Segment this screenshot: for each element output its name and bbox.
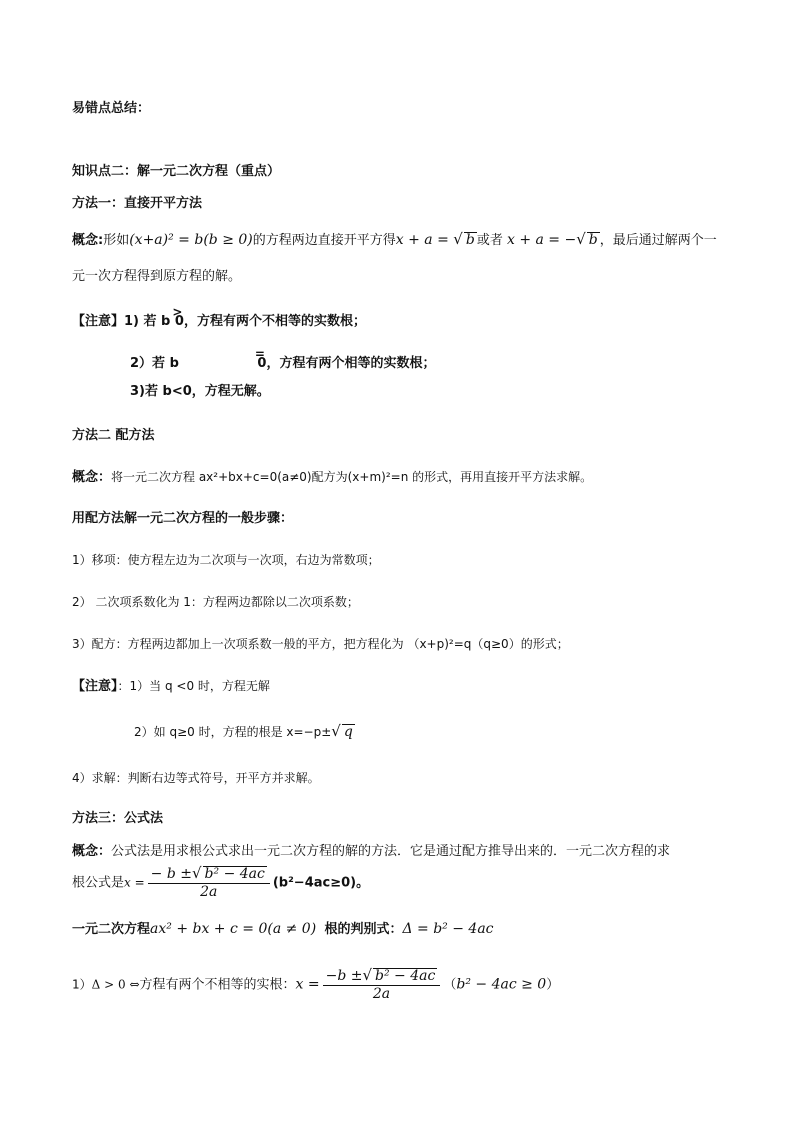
condition: Δ > 0 ⇔	[91, 977, 140, 992]
formula-x: x =	[295, 976, 320, 993]
operator: >	[172, 305, 183, 319]
text: 2）如 q≥0 时，方程的根是 x=−p±	[134, 725, 332, 739]
radicand: b	[588, 232, 598, 248]
method3-concept-line1	[72, 843, 670, 861]
method2-note2	[134, 722, 355, 741]
text: 根公式是	[72, 875, 125, 891]
equation: x + a = −	[506, 232, 577, 248]
discriminant: Δ = b² − 4ac	[402, 921, 494, 937]
text: 方程有两个不相等的实根：	[139, 977, 296, 993]
method2-step2: 2） 二次项系数化为 1：方程两边都除以二次项系数；	[72, 595, 359, 609]
text: 或者	[476, 233, 503, 248]
note-label: 【注意】	[72, 314, 125, 329]
concept-label: 概念：	[72, 470, 112, 485]
equation: ax² + bx + c = 0(a ≠ 0)	[150, 921, 317, 937]
text: 形如	[103, 233, 130, 248]
method1-note3: 3)若 b<0，方程无解。	[130, 384, 270, 399]
kp2-title: 知识点二：解一元二次方程（重点）	[72, 164, 281, 179]
method2-step3: 3）配方：方程两边都加上一次项系数一般的平方，把方程化为 （x+p)²=q（q≥0）的形式；	[72, 637, 569, 651]
equation-form: (x+a)² = b(b ≥ 0)	[129, 232, 253, 248]
text: 将一元二次方程 ax²+bx+c=0(a≠0)配方为(x+m)²=n 的形式，再用直接开平方法求解。	[111, 470, 593, 484]
method2-steps-title: 用配方法解一元二次方程的一般步骤：	[72, 511, 294, 526]
sqrt-sign: √	[576, 230, 586, 248]
numerator: − b ±	[150, 866, 192, 882]
numerator: −b ±	[325, 968, 363, 984]
method2-note1	[72, 677, 270, 696]
note-label: 【注意】	[72, 679, 118, 694]
error-summary-heading: 易错点总结：	[72, 101, 151, 116]
condition: (b²−4ac≥0)。	[272, 875, 370, 891]
text: ，最后通过解两个一	[599, 233, 717, 248]
method2-step1: 1）移项：使方程左边为二次项与一次项，右边为常数项；	[72, 553, 380, 567]
method1-note1	[72, 305, 366, 331]
text: 0，方程有两个相等的实数根；	[257, 356, 436, 371]
method1-note2	[130, 347, 436, 373]
text: 2）若 b	[130, 356, 179, 371]
method1-title: 方法一：直接开平方法	[72, 196, 203, 211]
text: 公式法是用求根公式求出一元二次方程的解的方法．它是通过配方推导出来的．一元二次方程的求	[111, 844, 671, 859]
text: 1）	[72, 977, 92, 992]
radicand: b² − 4ac	[204, 866, 265, 882]
sqrt-sign: √	[362, 966, 373, 984]
case1-line	[72, 968, 559, 1002]
equation: x + a =	[395, 232, 454, 248]
radicand: b	[465, 232, 475, 248]
sqrt-sign: √	[331, 722, 341, 740]
denominator: 2a	[200, 884, 218, 900]
sqrt-sign: √	[191, 864, 202, 882]
root-formula	[323, 968, 441, 1002]
equal-sign	[253, 347, 265, 373]
method2-step4: 4）求解：判断右边等式符号，开平方并求解。	[72, 771, 320, 785]
method1-concept-line1	[72, 230, 717, 250]
text: （	[443, 977, 457, 993]
radicand: b² − 4ac	[375, 968, 436, 984]
method1-concept-line2: 元一次方程得到原方程的解。	[72, 269, 242, 284]
text: 根的判别式：	[324, 922, 403, 937]
greater-sign	[170, 305, 183, 331]
text: 1) 若 b	[124, 314, 171, 329]
method3-title: 方法三：公式法	[72, 811, 164, 826]
condition: b² − 4ac ≥ 0	[456, 976, 547, 993]
text: 一元二次方程	[72, 922, 151, 937]
denominator: 2a	[372, 986, 391, 1002]
discriminant-line	[72, 920, 494, 939]
quadratic-formula	[148, 866, 270, 900]
concept-label: 概念：	[72, 844, 112, 859]
method2-concept	[72, 468, 592, 487]
text: ：1）当 q <0 时，方程无解	[117, 679, 270, 693]
text: ）	[546, 977, 560, 993]
sqrt-sign: √	[453, 230, 463, 248]
concept-label: 概念:	[72, 233, 104, 248]
text: 0，方程有两个不相等的实数根；	[174, 314, 366, 329]
text: 的方程两边直接开平方得	[252, 233, 396, 248]
operator: =	[254, 347, 265, 361]
method3-concept-line2	[72, 866, 369, 900]
radicand: q	[343, 724, 353, 740]
method2-title: 方法二 配方法	[72, 428, 155, 443]
formula-x: x =	[124, 875, 145, 890]
